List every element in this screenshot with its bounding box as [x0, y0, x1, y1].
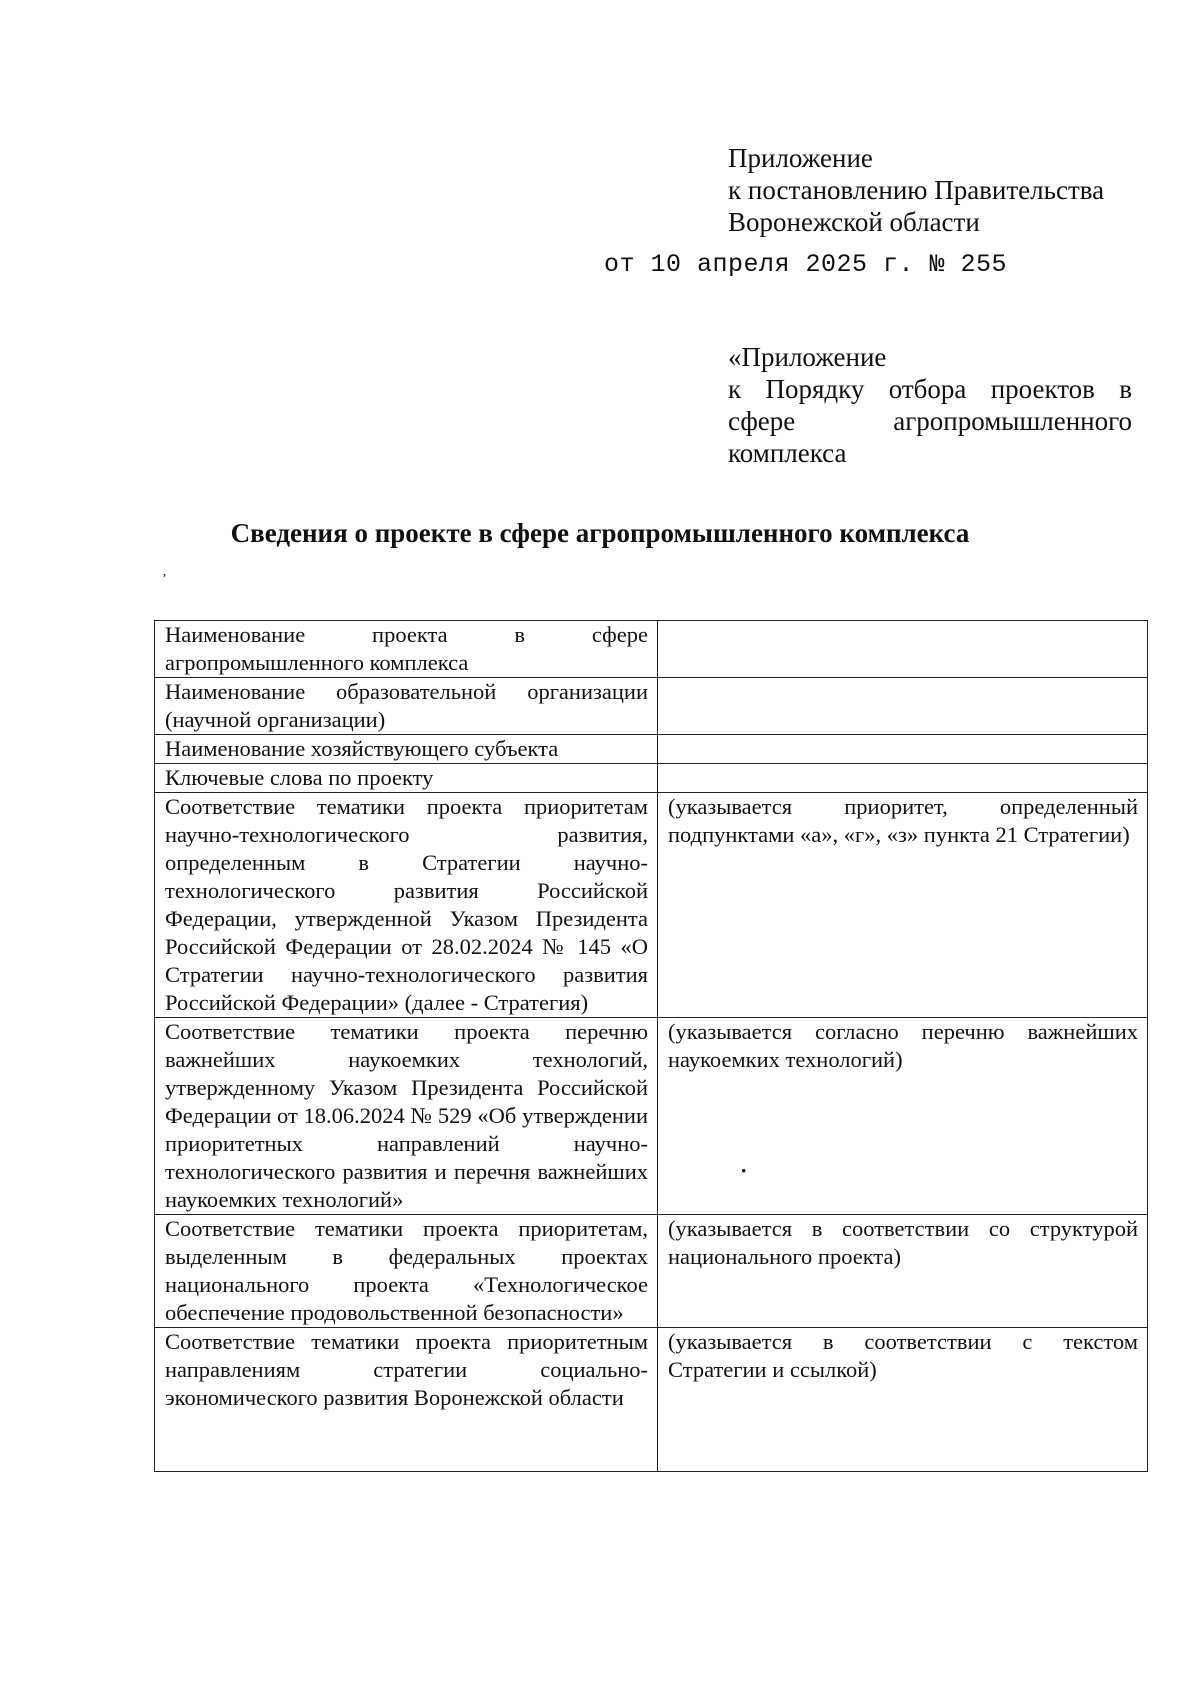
- sub-appendix-ref-end: комплекса: [728, 438, 847, 468]
- table-row: [155, 793, 1148, 1018]
- row-label: Соответствие тематики проекта приоритетам научно-технологического развития, определенным в Стратегии научно-технологического развития Российской Федерации, утвержденной Указом Президента Российской Федерации от 28.02.2024 № 145 «О Стратегии научно-технологического развития Российской Федерации» (далее - Стратегия): [155, 793, 658, 1018]
- row-value: [658, 764, 1148, 793]
- row-value: (указывается в соответствии со структурой национального проекта): [658, 1215, 1148, 1328]
- stray-scan-dot: ·: [740, 1158, 748, 1183]
- table-row: [155, 678, 1148, 735]
- appendix-label: Приложение: [728, 143, 873, 173]
- row-label: Соответствие тематики проекта перечню важнейших наукоемких технологий, утвержденному Указом Президента Российской Федерации от 18.06.2024 № 529 «Об утверждении приоритетных направлений научно-технологического развития и перечня важнейших наукоемких технологий»: [155, 1018, 658, 1215]
- row-value: (указывается в соответствии с текстом Стратегии и ссылкой): [658, 1328, 1148, 1472]
- row-value: (указывается согласно перечню важнейших наукоемких технологий): [658, 1018, 1148, 1215]
- appendix-region: Воронежской области: [728, 207, 980, 237]
- row-value: [658, 678, 1148, 735]
- table-row: [155, 1215, 1148, 1328]
- sub-appendix-label: «Приложение: [728, 342, 887, 372]
- sub-appendix-ref: к Порядку отбора проектов в сфере агропромышленного: [728, 374, 1132, 436]
- row-value: (указывается приоритет, определенный подпунктами «а», «г», «з» пункта 21 Стратегии): [658, 793, 1148, 1018]
- row-label: Наименование хозяйствующего субъекта: [155, 735, 658, 764]
- row-value: [658, 735, 1148, 764]
- stray-scan-mark: ʼ: [162, 572, 167, 587]
- document-title: Сведения о проекте в сфере агропромышленного комплекса: [230, 518, 970, 548]
- decree-date-number: от 10 апреля 2025 г. № 255: [604, 250, 1008, 279]
- row-label: Соответствие тематики проекта приоритетам, выделенным в федеральных проектах национального проекта «Технологическое обеспечение продовольственной безопасности»: [155, 1215, 658, 1328]
- row-label: Наименование проекта в сфере агропромышленного комплекса: [155, 621, 658, 678]
- table-row: [155, 764, 1148, 793]
- table-row: [155, 735, 1148, 764]
- table-row: [155, 1018, 1148, 1215]
- row-label: Наименование образовательной организации (научной организации): [155, 678, 658, 735]
- table-row: [155, 621, 1148, 678]
- row-value: [658, 621, 1148, 678]
- row-label: Соответствие тематики проекта приоритетным направлениям стратегии социально-экономического развития Воронежской области: [155, 1328, 658, 1472]
- sub-appendix-header: [728, 341, 1132, 469]
- table-row: [155, 1328, 1148, 1472]
- appendix-header: [728, 142, 1104, 238]
- row-label: Ключевые слова по проекту: [155, 764, 658, 793]
- appendix-decree-ref: к постановлению Правительства: [728, 175, 1105, 205]
- project-info-table: [154, 620, 1148, 1472]
